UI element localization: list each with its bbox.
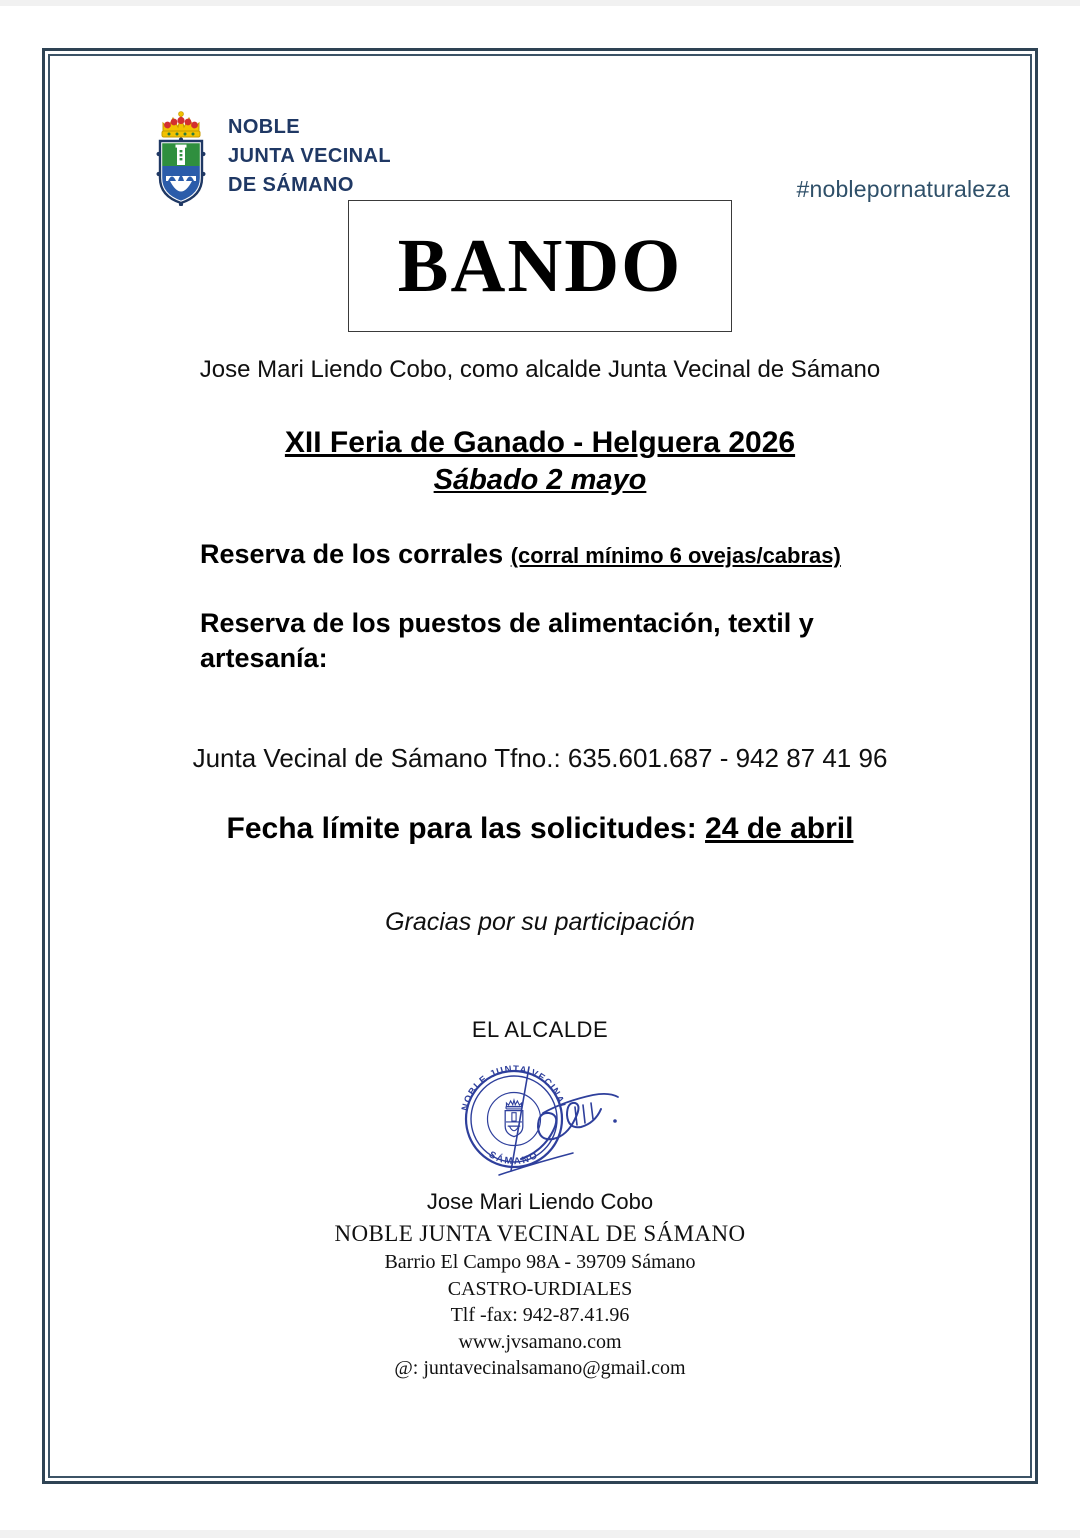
event-title-text: XII Feria de Ganado - Helguera 2026 [284,426,796,459]
bando-title-box [348,200,732,332]
event-title [60,426,1020,460]
logo-line-3: DE SÁMANO [228,173,354,196]
intro-line: Jose Mari Liendo Cobo, como alcalde Junta Vecinal de Sámano [199,356,881,383]
page-background-strip-bottom [0,1530,1080,1538]
footer-phone: Tlf -fax: 942-87.41.96 [450,1304,630,1327]
document-header [60,66,1020,206]
deadline-value: 24 de abril [705,812,854,846]
thanks-line: Gracias por su participación [385,908,695,937]
footer-address: Barrio El Campo 98A - 39709 Sámano [384,1251,696,1274]
bando-document-sheet [0,6,1080,1530]
document-content [60,66,1020,1466]
logo-line-2: JUNTA VECINAL [228,144,391,167]
event-date-text: Sábado 2 mayo [433,464,647,496]
hashtag-slogan: #noblepornaturaleza [796,176,1010,202]
svg-text:SÁMANO: SÁMANO [486,1149,542,1168]
reserve-corrals-label: Reserva de los corrales [200,539,504,569]
event-date [60,464,1020,497]
mayor-label: EL ALCALDE [471,1017,609,1043]
svg-text:NOBLE JUNTA VECINAL: NOBLE JUNTA VECINAL [459,1063,569,1113]
reserve-corrals-note: (corral mínimo 6 ovejas/cabras) [510,543,841,568]
footer-email: @: juntavecinalsamano@gmail.com [394,1357,686,1380]
deadline-label: Fecha límite para las solicitudes: [226,812,697,846]
page-title: BANDO [397,224,683,308]
institution-name [228,113,391,200]
institution-logo [150,106,391,206]
official-stamp-icon [425,1057,655,1182]
signer-name: Jose Mari Liendo Cobo [426,1189,654,1215]
reservations-block [60,539,1020,675]
reserve-stalls-line: Reserva de los puestos de alimentación, textil y artesanía: [200,608,814,673]
footer-city: CASTRO-URDIALES [447,1277,633,1300]
contact-phone-line: Junta Vecinal de Sámano Tfno.: 635.601.687 - 942 87 41 96 [192,743,888,774]
title-box-wrapper [60,200,1020,332]
footer-organization: NOBLE JUNTA VECINAL DE SÁMANO [334,1221,746,1247]
logo-line-1: NOBLE [228,115,300,138]
footer-website: www.jvsamano.com [458,1330,622,1353]
stamp-and-signature-area [60,1057,1020,1177]
reserve-corrals-line [200,539,980,570]
coat-of-arms-icon [150,106,212,206]
footer-contact-block [60,1219,1020,1381]
deadline-line [60,812,1020,846]
